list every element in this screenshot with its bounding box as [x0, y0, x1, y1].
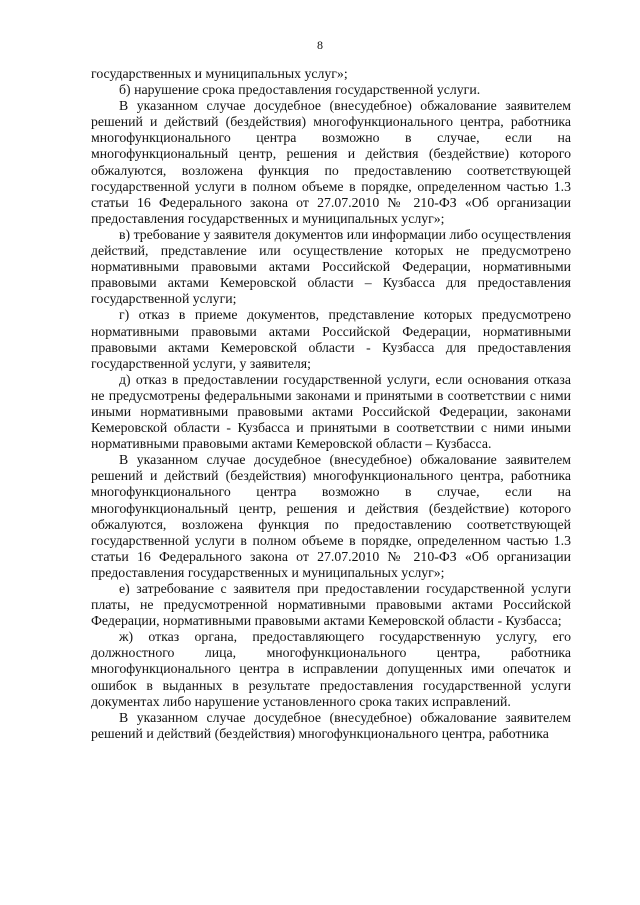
- paragraph-pretrial-appeal-3: В указанном случае досудебное (внесудебное) обжалование заявителем решений и действий (бездействия) многофункционального центра, работника: [91, 709, 571, 741]
- paragraph-continuation: государственных и муниципальных услуг»;: [91, 66, 348, 81]
- paragraph-item-g: г) отказ в приеме документов, представление которых предусмотрено нормативными правовыми актами Российской Федерации, нормативными правовыми актами Кемеровской области - Кузбасса для предоставления государственной услуги, у заявителя;: [91, 307, 571, 371]
- document-body: [91, 66, 571, 742]
- paragraph-item-e: е) затребование с заявителя при предоставлении государственной услуги платы, не предусмотренной нормативными правовыми актами Российской Федерации, нормативными правовыми актами Кемеровской области - Кузбасса;: [91, 581, 571, 629]
- paragraph-pretrial-appeal-2: В указанном случае досудебное (внесудебное) обжалование заявителем решений и действий (бездействия) многофункционального центра, работника многофункционального центра возможно в случае, если на многофункциональный центр, решения и действия (бездействие) которого обжалуются, возложена функция по предоставлению соответствующей государственной услуги в полном объеме в порядке, определенном частью 1.3 статьи 16 Федерального закона от 27.07.2010 № 210-ФЗ «Об организации предоставления государственных и муниципальных услуг»;: [91, 452, 571, 580]
- paragraph-item-v: в) требование у заявителя документов или информации либо осуществления действий, представление или осуществление которых не предусмотрено нормативными правовыми актами Российской Федерации, нормативными правовыми актами Кемеровской области – Кузбасса для предоставления государственной услуги;: [91, 226, 571, 307]
- paragraph-item-d: д) отказ в предоставлении государственной услуги, если основания отказа не предусмотрены федеральными законами и принятыми в соответствии с ними иными нормативными правовыми актами Российской Федерации, законами Кемеровской области - Кузбасса и принятыми в соответствии с ними иными нормативными правовыми актами Кемеровской области – Кузбасса.: [91, 371, 571, 452]
- paragraph-pretrial-appeal-1: В указанном случае досудебное (внесудебное) обжалование заявителем решений и действий (бездействия) многофункционального центра, работника многофункционального центра возможно в случае, если на многофункциональный центр, решения и действия (бездействие) которого обжалуются, возложена функция по предоставлению соответствующей государственной услуги в полном объеме в порядке, определенном частью 1.3 статьи 16 Федерального закона от 27.07.2010 № 210-ФЗ «Об организации предоставления государственных и муниципальных услуг»;: [91, 98, 571, 226]
- paragraph-item-b: б) нарушение срока предоставления государственной услуги.: [119, 82, 481, 98]
- paragraph-item-zh: ж) отказ органа, предоставляющего государственную услугу, его должностного лица, многофункционального центра, работника многофункционального центра в исправлении допущенных ими опечаток и ошибок в выданных в результате предоставления государственной услуги документах либо нарушение установленного срока таких исправлений.: [91, 629, 571, 709]
- page-number: 8: [317, 38, 323, 52]
